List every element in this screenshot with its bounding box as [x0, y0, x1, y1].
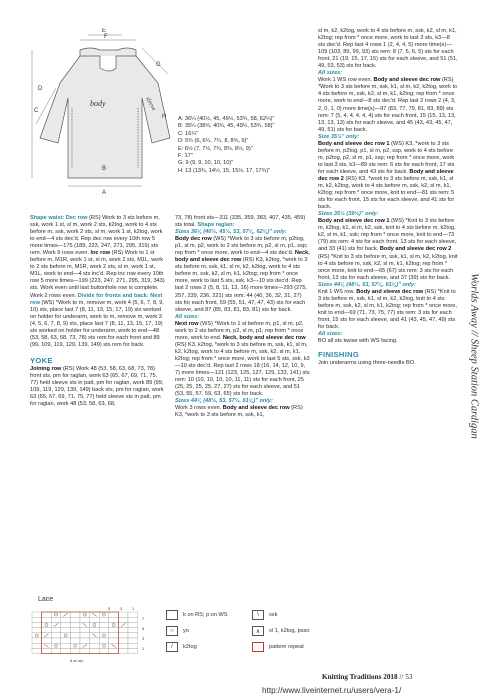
instruction-body: sl m, k2, k2tog, work to 4 sts before m, ssk, k2, sl m, k1, k2tog; rep from * once more, work to last 3 sts, k3—8 sts dec'd. Rep last 4 rows 1 (2, 4, 4, 5) more time(s)—109 (103, 89, 99, 93) sts rem: 8 (7, 5, 6, 5) sts for each front, 21 (19, 15, 17, 15) sts for each sleeve, and 51 (51, 49, 53, 53) sts for back.	[318, 28, 458, 70]
size-heading: Sizes 44¼ (48½, 53, 57¼, 61¼)" only:	[318, 281, 416, 288]
legend-pattern-repeat	[252, 642, 304, 652]
chart-cell	[128, 612, 138, 617]
instruction-heading: Body and sleeve dec row 1	[318, 140, 390, 147]
paragraph-waist	[30, 215, 165, 349]
measurement-e: E: 6½ (7, 7½, 7¾, 8¾, 8½, 9)"	[178, 145, 253, 152]
instruction-body: (RS) *Knit to 3 sts before m, ssk, k1, sl m, k2, k2tog, knit to 4 sts before m, ssk, k2, sl m, k1, k2tog; rep from * once more, knit to end—65 (67) sts rem: 3 sts for each front, 13 sts for each sleeve, and 37 (39) sts for back.	[318, 253, 458, 281]
chart-cell	[80, 628, 90, 633]
chart-cell	[70, 612, 80, 617]
paragraph-dec-rows	[318, 141, 458, 211]
legend-sl1-k2tog-psso	[252, 626, 309, 636]
chart-cell	[51, 648, 61, 653]
chart-cell	[128, 643, 138, 648]
legend-knit	[166, 610, 227, 620]
chart-cell	[118, 612, 128, 617]
instruction-body: (RS) K3, k2tog, *work to 3 sts before m, ssk, k1, sl m, k2, k2tog, work to 4 sts before m, ssk, k2, sl m, k1, k2tog; rep from * once more, work to last 5 sts, ssk, k3—10 sts dec'd. Rep last 2 rows 18 (16, 14, 12, 10, 9, 7) more times—121 (123, 125, 127, 129, 133, 141) sts rem: 10 (10, 10, 10, 10, 11, 11) sts for each front, 25 (25, 25, 25, 25, 27, 27) sts for each sleeve, and 51 (53, 55, 57, 59, 63, 65) sts for back.	[175, 341, 310, 398]
instruction-body: Knit 1 WS row.	[318, 288, 357, 295]
paragraph-body-dec	[175, 236, 310, 314]
paragraph-dec-rows-2	[318, 218, 458, 281]
instruction-body: (RS) *Knit to 3 sts before m, ssk, k1, sl m, k2, k2tog, knit to 4 sts before m, ssk, k2, sl m, k1, k2tog; rep from * once more, knit to end—69 (71, 73, 75, 77) sts rem: 3 sts for each front, 15 sts for each sleeve, and 41 (43, 45, 47, 49) sts for back.	[318, 288, 457, 330]
schematic-label-b: B	[102, 166, 107, 172]
chart-cell	[90, 643, 100, 648]
chart-row-number: 5	[142, 626, 145, 631]
paragraph-finishing: Join underarms using three-needle BO.	[318, 360, 416, 367]
legend-label: ssk	[269, 612, 278, 618]
pattern-repeat-symbol-icon	[252, 642, 264, 652]
chart-cell	[51, 628, 61, 633]
instruction-body: (WS) K3, *work to 3 sts before m, p2tog, p1, sl m, p2, ssp, work to 4 sts before m, p2tog, p2, sl m, p1, ssp; rep from * once more, work to last 3 sts, k3—89 sts rem: 6 sts for each front, 17 sts for each sleeve, and 43 sts for back.	[318, 140, 455, 175]
chart-cell	[80, 612, 90, 617]
paragraph-work-even	[175, 405, 310, 419]
chart-cell	[70, 622, 80, 627]
instruction-heading: Inc row	[90, 250, 111, 257]
lace-chart-title: Lace	[38, 596, 54, 603]
chart-cell	[51, 643, 61, 648]
column-1-text	[30, 215, 165, 408]
chart-cell	[90, 617, 100, 622]
chart-cell	[118, 617, 128, 622]
chart-cell	[109, 617, 119, 622]
instruction-body: (RS) Work to 1 st before m, M1R, work 1 st, sl m, work 2 sts, M1L, work to 2 sts before m, M1R, work 2 sts, sl m, work 1 st, M1L, work to end—4 sts inc'd. Rep inc row every 10th row 5 more times—199 (223, 247, 271, 295, 319, 343) sts. Work even until last buttonhole row is complete. Work 2 rows even.	[30, 250, 165, 299]
chart-cell	[61, 628, 71, 633]
measurement-a: A: 36¼ (40½, 45, 49½, 53¾, 58, 62¼)"	[178, 116, 275, 122]
instruction-body: BO all sts kwise with WS facing.	[318, 338, 398, 345]
instruction-heading: Body and sleeve dec row 1	[318, 218, 390, 225]
instruction-heading: Divide for fronts and back: Next row	[30, 292, 163, 306]
chart-cell	[80, 633, 90, 638]
size-heading: All sizes:	[175, 313, 200, 320]
instruction-body: (WS) *Knit to 3 sts before m, k2tog, k1, sl m, k2, ssk, knit to 4 sts before m, k2tog, k2, sl m, k1, ssk; rep from * once more, knit to end—73 (79) sts rem: 4 sts for each front, 13 sts for each sleeve, and 33 (41) sts for back.	[318, 218, 457, 253]
instruction-heading: Body and sleeve dec row 2	[379, 246, 452, 253]
legend-label: yo	[183, 628, 189, 634]
chart-cell	[99, 612, 109, 617]
chart-cell	[99, 648, 109, 653]
size-heading: All sizes:	[318, 331, 343, 338]
chart-cell	[70, 628, 80, 633]
chart-cell	[61, 622, 71, 627]
instruction-body: Work 1 WS row even.	[318, 77, 374, 84]
instruction-body: (RS) *Work to 3 sts before m, ssk, k1, sl m, k2, k2tog, work to 4 sts before m, ssk, k2, sl m, k1, k2tog; rep from * once more, work to end—8 sts dec'd. Rep last 2 rows 2 (4, 3, 2, 0, 1, 0) more time(s)—97 (83, 77, 79, 81, 83, 89) sts rem: 7 (5, 4, 4, 4, 4, 4) sts for each front, 15 (15, 13, 13, 13, 13, 13) sts for each sleeve, and 45 (43, 43, 45, 47, 49, 51) sts for back.	[318, 77, 458, 133]
measurement-c: C: 16¼"	[178, 130, 199, 137]
size-heading: All sizes:	[318, 70, 343, 77]
chart-cell	[61, 617, 71, 622]
chart-repeat-label: 8-st rep	[70, 658, 84, 663]
section-heading-finishing: FINISHING	[318, 350, 360, 360]
chart-cell	[42, 628, 52, 633]
footer-page-number: 53	[405, 673, 413, 681]
chart-cell	[128, 638, 138, 643]
chart-cell	[80, 648, 90, 653]
instruction-heading: Neck, body and sleeve dec row	[222, 334, 306, 341]
chart-cell	[42, 638, 52, 643]
chart-cell	[51, 617, 61, 622]
cardigan-schematic	[30, 28, 175, 198]
chart-cell	[42, 612, 52, 617]
chart-cell	[128, 617, 138, 622]
measurement-b: B: 35¼ (38¾, 40¾, 45, 49¼, 53¾, 58)"	[178, 123, 275, 130]
schematic-label-d: D	[38, 86, 43, 92]
instruction-body: (WS) *Work to 1 st before m, p1, sl m, p2, work to 2 sts before m, p2, sl m, p1; rep from * once more, work to end.	[175, 320, 304, 341]
chart-cell	[109, 633, 119, 638]
chart-cell	[90, 638, 100, 643]
chart-cell	[118, 628, 128, 633]
chart-cell	[32, 643, 42, 648]
instruction-body: (RS) K3, *work to 3 sts before m, ssk, k1, sl m, k2, k2tog, work to 4 sts before m, ssk, k2, sl m, k1, k2tog; rep from * once more, knit to end—81 sts rem: 5 sts for each front, 15 sts for each sleeve, and 41 sts for back.	[318, 175, 455, 211]
chart-cell	[99, 638, 109, 643]
size-heading: Sizes 44¼ (48½, 53, 57½, 61¼)" only:	[175, 398, 273, 405]
instruction-heading: Next row	[175, 320, 199, 327]
paragraph-knit-ws	[318, 289, 458, 331]
instruction-body: (WS) *Work to 3 sts before m, p2tog, p1, sl m, p2, work to 2 sts before m, p2, sl m, p1, ssp; rep from * once more, work to end—4 sts dec'd.	[175, 236, 308, 257]
chart-cell	[70, 617, 80, 622]
chart-cell	[80, 638, 90, 643]
chart-cell	[32, 628, 42, 633]
paragraph-joining	[30, 366, 165, 408]
legend-ssk	[252, 610, 277, 620]
chart-cell	[128, 628, 138, 633]
knit-symbol-icon	[166, 610, 178, 620]
schematic-label-h: H	[162, 114, 167, 120]
schematic-label-e: E	[102, 28, 107, 34]
instruction-heading: Body and sleeve dec row	[222, 405, 290, 412]
size-heading: Size 35½" only:	[318, 133, 360, 140]
chart-cell	[99, 628, 109, 633]
column-2-text	[175, 215, 310, 419]
size-heading: Sizes 36¼ (40½, 45½, 53, 57¼, 62¼)" only:	[175, 229, 287, 236]
watermark-url: http://www.liveinternet.ru/users/vera-1/	[262, 686, 402, 695]
legend-label: k2tog	[183, 644, 197, 650]
paragraph-bo	[318, 338, 458, 345]
chart-cell	[32, 617, 42, 622]
chart-cell	[118, 648, 128, 653]
chart-cell	[90, 628, 100, 633]
legend-k2tog	[166, 642, 197, 652]
schematic-label-f: F	[104, 34, 108, 40]
chart-cell	[61, 648, 71, 653]
schematic-label-c: C	[34, 108, 39, 114]
chart-cell	[61, 638, 71, 643]
measurement-d: D: 5¾ (6, 6¼, 7¼, 8, 8¾, 9)"	[178, 138, 249, 145]
chart-cell	[109, 648, 119, 653]
chart-cell	[90, 648, 100, 653]
instruction-body: 73, 78) front sts—311 (335, 359, 383, 407, 435, 459) sts total.	[175, 215, 306, 229]
chart-cell	[61, 643, 71, 648]
chart-cell	[70, 648, 80, 653]
chart-cell	[118, 643, 128, 648]
lace-chart	[30, 604, 160, 664]
legend-label: pattern repeat	[269, 644, 304, 650]
schematic-label-body: body	[90, 99, 106, 108]
k2tog-symbol-icon: /	[166, 642, 178, 652]
schematic-label-sleeve: sleeve	[144, 96, 157, 112]
chart-cell	[32, 612, 42, 617]
instruction-body: (RS) Work to 3 sts before m, ssk, work 1 st, sl m, work 2 sts, k2tog, work to 4 sts before m, ssk, work 2 sts, sl m, work 1 st, k2tog, work to end—4 sts dec'd. Rep dec row every 10th row 5 more times—175 (189, 223, 247, 271, 295, 319) sts rem. Work 9 rows even.	[30, 215, 163, 257]
chart-cell	[51, 612, 61, 617]
measurement-h: H: 13 (13¾, 14½, 15, 15½, 17, 17¾)"	[178, 167, 271, 174]
schematic-label-g: G	[156, 62, 161, 68]
chart-col-number: 3	[120, 606, 123, 611]
chart-cell	[109, 638, 119, 643]
footer-magazine-title: Knitting Traditions 2018	[322, 673, 398, 681]
schematic-measurements	[178, 116, 318, 175]
page-footer	[322, 673, 412, 681]
chart-cell	[42, 617, 52, 622]
running-title-text: Worlds Away // Sheep Station Cardigan	[468, 272, 480, 439]
instruction-body: (RS) Work 48 (53, 58, 63, 68, 73, 78) front sts, pm for raglan, work 63 (65, 67, 69, 71, 75, 77) held sleeve sts in patt, pm for raglan, work 89 (99, 109, 119, 129, 139, 149) back sts, pm for raglan, work 63 (65, 67, 69, 71, 75, 77) held sleeve sts in patt, pm for raglan, work 48 (53, 58, 63, 68,	[30, 365, 164, 408]
chart-cell	[118, 633, 128, 638]
instruction-heading: Shape raglan:	[197, 222, 235, 229]
section-heading-yoke: YOKE	[30, 355, 53, 365]
chart-cell	[90, 622, 100, 627]
chart-cell	[99, 633, 109, 638]
chart-cell	[109, 628, 119, 633]
chart-cell	[118, 638, 128, 643]
double-decrease-symbol-icon: ∧	[252, 626, 264, 636]
measurement-f: F: 17"	[178, 153, 193, 160]
chart-col-number: 5	[108, 606, 111, 611]
paragraph-cont	[318, 28, 458, 70]
chart-cell	[128, 622, 138, 627]
chart-row-number: 3	[142, 636, 145, 641]
instruction-body: (RS) K3, k2tog, *work to 3 sts before m, ssk, k1, sl m, k2, k2tog, work to 4 sts before m, ssk, k2, sl m, k1, k2tog; rep from * once more, work to last 5 sts, ssk, k3—10 sts dec'd. Rep last 2 rows 2 (5, 8, 11, 13, 16) more times—293 (275, 257, 239, 236, 221) sts rem: 44 (40, 36, 32, 31, 27) sts for each front, 59 (55, 51, 47, 47, 43) sts for each sleeve, and 87 (85, 83, 81, 83, 81) sts for back.	[175, 257, 308, 313]
chart-row-number: 1	[142, 646, 145, 651]
instruction-heading: Joining row	[30, 365, 62, 372]
instruction-heading: Shape waist: Dec row	[30, 215, 88, 221]
chart-cell	[128, 648, 138, 653]
instruction-heading: Body and sleeve dec row	[356, 288, 424, 295]
chart-row-number: 7	[142, 616, 145, 621]
instruction-heading: Neck, body and sleeve dec row	[175, 250, 310, 264]
chart-cell	[32, 648, 42, 653]
chart-cell	[42, 622, 52, 627]
instruction-body: (WS) *Work to m, remove m, work 4 (5, 6, 7, 8, 9, 10) sts, place last 7 (8, 11, 13, 15, 17, 19) sts worked on holder for underarm, work to m, remove m, work 3 (4, 5, 6, 7, 8, 9) sts, place last 7 (8, 11, 13, 15, 17, 19) sts worked on holder for underarm, work to end—48 (53, 58, 63, 68, 73, 78) sts rem for each front and 89 (99, 109, 119, 129, 139, 149) sts rem for back.	[30, 299, 164, 348]
chart-cell	[51, 633, 61, 638]
chart-cell	[99, 617, 109, 622]
instruction-body: Work 3 rows even.	[175, 405, 223, 412]
chart-cell	[32, 638, 42, 643]
chart-cell	[109, 622, 119, 627]
measurement-g: G: 9 (9, 9, 10, 10, 10)"	[178, 160, 234, 167]
schematic-label-a: A	[102, 190, 107, 196]
size-heading: Sizes 35½ (39½)" only:	[318, 211, 379, 218]
chart-cell	[70, 638, 80, 643]
chart-cell	[70, 633, 80, 638]
column-3-text	[318, 28, 458, 367]
legend-label: k on RS; p on WS	[183, 612, 228, 618]
chart-col-number: 1	[132, 606, 135, 611]
chart-cell	[42, 648, 52, 653]
chart-cell	[99, 622, 109, 627]
instruction-body: (RS) K3, *work to 3 sts before m, ssk, k1,	[175, 405, 303, 419]
chart-cell	[99, 643, 109, 648]
chart-cell	[32, 633, 42, 638]
chart-cell	[109, 612, 119, 617]
chart-cell	[80, 617, 90, 622]
paragraph-next-row	[175, 321, 310, 399]
chart-cell	[51, 638, 61, 643]
paragraph-raglan	[175, 215, 310, 229]
legend-label: sl 1, k2tog, psso	[269, 628, 310, 634]
chart-cell	[61, 633, 71, 638]
instruction-heading: Body and sleeve dec row 2	[318, 168, 454, 182]
ssk-symbol-icon: \	[252, 610, 264, 620]
instruction-heading: Body dec row	[175, 236, 212, 243]
legend-yo	[166, 626, 189, 636]
chart-cell	[128, 633, 138, 638]
yo-symbol-icon: ○	[166, 626, 178, 636]
paragraph-ws-even	[318, 77, 458, 133]
chart-cell	[32, 622, 42, 627]
running-title	[462, 248, 486, 463]
instruction-heading: Body and sleeve dec row	[373, 77, 441, 84]
footer-separator: //	[399, 673, 404, 681]
chart-cell	[70, 643, 80, 648]
